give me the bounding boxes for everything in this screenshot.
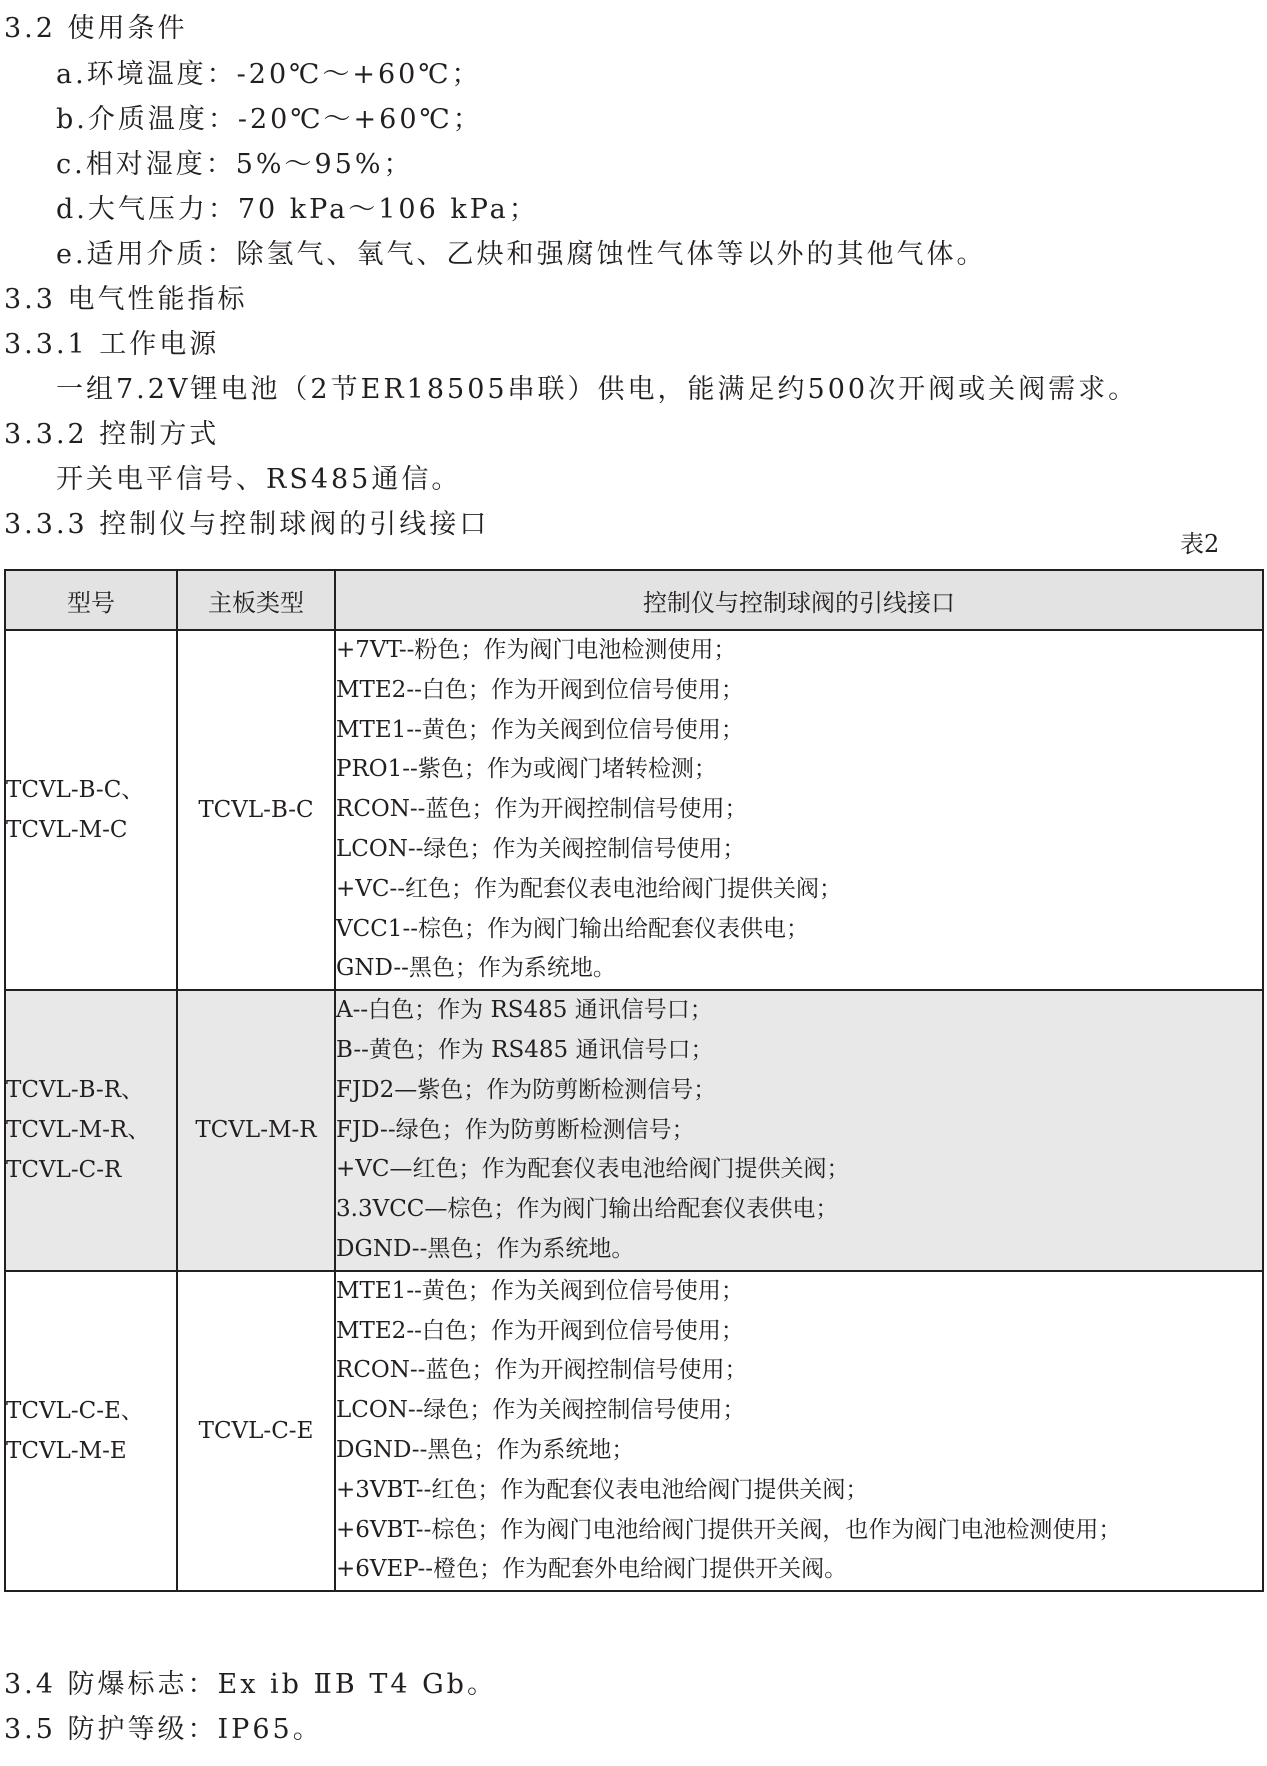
board-type-cell: TCVL-M-R	[177, 990, 335, 1271]
wire-line: +VC--红色；作为配套仪表电池给阀门提供关阀；	[336, 875, 843, 902]
table-header-row	[5, 570, 1263, 630]
wire-line: 3.3VCC—棕色；作为阀门输出给配套仪表供电；	[336, 1196, 839, 1223]
section-3-3-3-heading: 3.3.3 控制仪与控制球阀的引线接口	[4, 509, 490, 540]
explosion-proof-mark: 3.4 防爆标志：Ex ib ⅡB T4 Gb。	[4, 1669, 497, 1700]
wire-line: RCON--蓝色；作为开阀控制信号使用；	[336, 796, 748, 823]
board-type-cell: TCVL-B-C	[177, 630, 335, 990]
wiring-cell	[335, 990, 1263, 1271]
wire-line: MTE2--白色；作为开阀到位信号使用；	[336, 676, 744, 703]
protection-grade: 3.5 防护等级：IP65。	[4, 1714, 323, 1745]
wiring-cell	[335, 1271, 1263, 1591]
wire-line: MTE2--白色；作为开阀到位信号使用；	[336, 1317, 744, 1344]
power-supply-text: 一组7.2V锂电池（2节ER18505串联）供电，能满足约500次开阀或关阀需求。	[56, 374, 1139, 405]
wire-line: A--白色；作为 RS485 通讯信号口；	[336, 997, 713, 1024]
table-row	[5, 630, 1263, 990]
wire-line: DGND--黑色；作为系统地；	[336, 1436, 635, 1463]
model-name: TCVL-C-E、	[6, 1397, 144, 1424]
wire-line: PRO1--紫色；作为或阀门堵转检测；	[336, 756, 717, 783]
model-cell	[5, 1271, 177, 1591]
wire-line: MTE1--黄色；作为关阀到位信号使用；	[336, 1277, 744, 1304]
model-name: TCVL-B-C、	[6, 777, 145, 804]
board-type-cell: TCVL-C-E	[177, 1271, 335, 1591]
model-cell	[5, 990, 177, 1271]
wire-line: MTE1--黄色；作为关阀到位信号使用；	[336, 716, 744, 743]
wire-line: LCON--绿色；作为关阀控制信号使用；	[336, 1397, 746, 1424]
wire-line: B--黄色；作为 RS485 通讯信号口；	[336, 1036, 714, 1063]
condition-item: b.介质温度：-20℃～+60℃；	[56, 104, 483, 135]
wire-line: +VC—红色；作为配套仪表电池给阀门提供关阀；	[336, 1156, 850, 1183]
model-cell	[5, 630, 177, 990]
control-mode-text: 开关电平信号、RS485通信。	[56, 464, 462, 495]
section-3-2-heading: 3.2 使用条件	[4, 13, 188, 44]
wire-line: GND--黑色；作为系统地。	[336, 955, 616, 982]
wire-line: +6VEP--橙色；作为配套外电给阀门提供开关阀。	[336, 1556, 848, 1583]
wire-line: +6VBT--棕色；作为阀门电池给阀门提供开关阀，也作为阀门电池检测使用；	[336, 1516, 1122, 1543]
wiring-interface-table	[4, 569, 1264, 1592]
wire-line: FJD2—紫色；作为防剪断检测信号；	[336, 1076, 717, 1103]
condition-item: a.环境温度：-20℃～+60℃；	[56, 59, 482, 90]
table-row	[5, 1271, 1263, 1591]
model-name: TCVL-B-R、	[6, 1077, 145, 1104]
wire-line: DGND--黑色；作为系统地。	[336, 1235, 635, 1262]
wire-line: FJD--绿色；作为防剪断检测信号；	[336, 1116, 695, 1143]
wire-line: LCON--绿色；作为关阀控制信号使用；	[336, 835, 746, 862]
model-name: TCVL-M-R、	[6, 1117, 151, 1144]
condition-item: e.适用介质：除氢气、氧气、乙炔和强腐蚀性气体等以外的其他气体。	[56, 239, 987, 270]
section-3-3-2-heading: 3.3.2 控制方式	[4, 419, 220, 450]
wiring-cell	[335, 630, 1263, 990]
model-name: TCVL-C-R	[6, 1157, 122, 1184]
table-number: 表2	[1180, 530, 1220, 558]
header-model: 型号	[5, 570, 177, 630]
section-3-3-heading: 3.3 电气性能指标	[4, 284, 248, 315]
table-row	[5, 990, 1263, 1271]
header-board-type: 主板类型	[177, 570, 335, 630]
wire-line: RCON--蓝色；作为开阀控制信号使用；	[336, 1357, 748, 1384]
model-name: TCVL-M-C	[6, 817, 128, 844]
model-name: TCVL-M-E	[6, 1437, 127, 1464]
condition-item: d.大气压力：70 kPa～106 kPa；	[56, 194, 539, 225]
wire-line: +3VBT--红色；作为配套仪表电池给阀门提供关阀；	[336, 1476, 869, 1503]
wire-line: VCC1--棕色；作为阀门输出给配套仪表供电；	[336, 915, 809, 942]
header-wiring-interface: 控制仪与控制球阀的引线接口	[335, 570, 1263, 630]
condition-item: c.相对湿度：5%～95%；	[56, 149, 414, 180]
wire-line: +7VT--粉色；作为阀门电池检测使用；	[336, 637, 737, 663]
section-3-3-1-heading: 3.3.1 工作电源	[4, 329, 220, 360]
